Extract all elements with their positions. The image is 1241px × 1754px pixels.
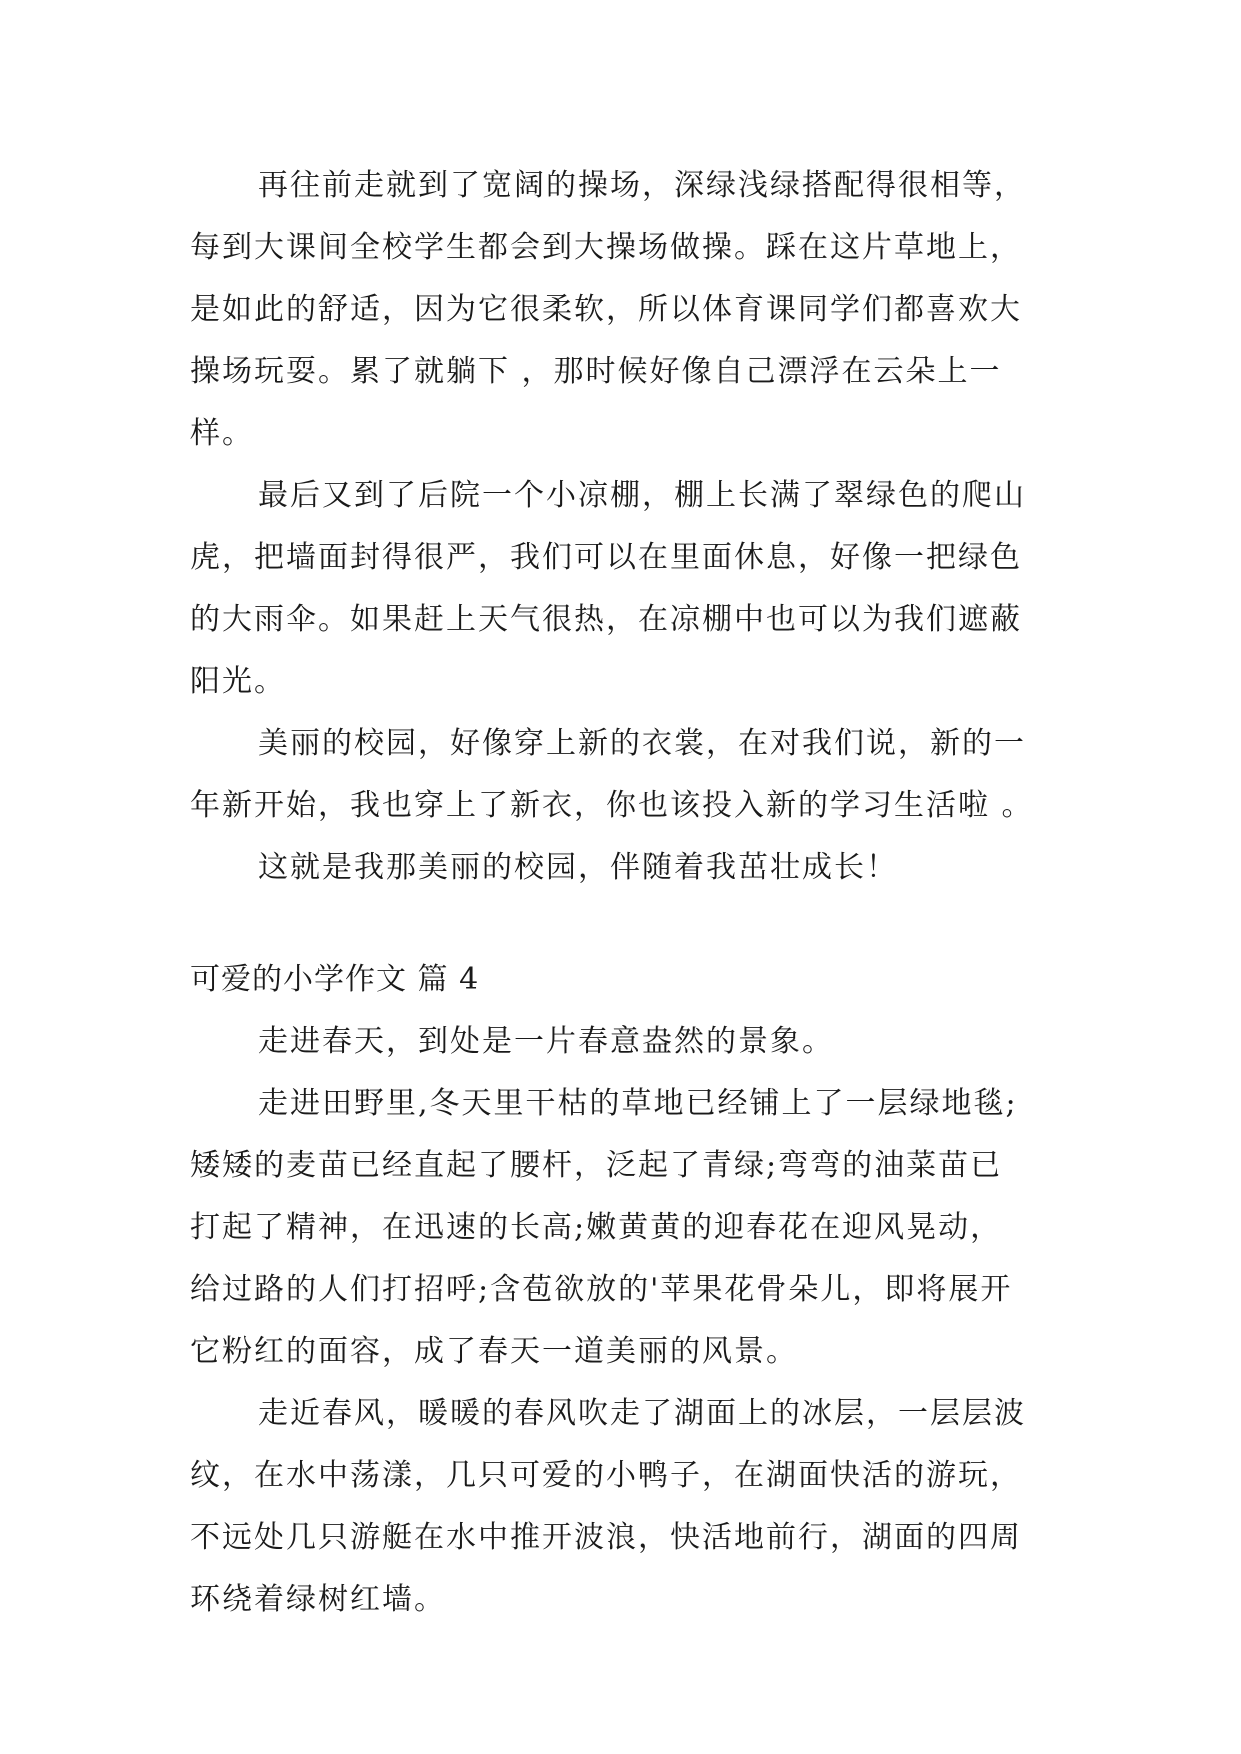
paragraph-line: 每到大课间全校学生都会到大操场做操。踩在这片草地上， — [190, 230, 1022, 265]
section-heading: 可爱的小学作文 篇 4 — [190, 962, 480, 997]
paragraph-line: 走进春天，到处是一片春意盎然的景象。 — [258, 1024, 834, 1059]
paragraph-line: 不远处几只游艇在水中推开波浪，快活地前行，湖面的四周 — [190, 1520, 1022, 1555]
paragraph-line: 这就是我那美丽的校园，伴随着我茁壮成长！ — [258, 850, 898, 885]
paragraph-line: 样。 — [190, 416, 254, 451]
paragraph-line: 走进田野里,冬天里干枯的草地已经铺上了一层绿地毯; — [258, 1086, 1018, 1121]
paragraph-line: 打起了精神，在迅速的长高;嫩黄黄的迎春花在迎风晃动， — [190, 1210, 1003, 1245]
paragraph-line: 是如此的舒适，因为它很柔软，所以体育课同学们都喜欢大 — [190, 292, 1022, 327]
paragraph-line: 纹，在水中荡漾，几只可爱的小鸭子，在湖面快活的游玩， — [190, 1458, 1022, 1493]
paragraph-line: 的大雨伞。如果赶上天气很热，在凉棚中也可以为我们遮蔽 — [190, 602, 1022, 637]
paragraph-line: 操场玩耍。累了就躺下 ，那时候好像自己漂浮在云朵上一 — [190, 354, 1002, 389]
paragraph-line: 矮矮的麦苗已经直起了腰杆，泛起了青绿;弯弯的油菜苗已 — [190, 1148, 1003, 1183]
paragraph-line: 年新开始，我也穿上了新衣，你也该投入新的学习生活啦 。 — [190, 788, 1034, 823]
paragraph-line: 美丽的校园，好像穿上新的衣裳，在对我们说，新的一 — [258, 726, 1026, 761]
paragraph-line: 给过路的人们打招呼;含苞欲放的'苹果花骨朵儿，即将展开 — [190, 1272, 1013, 1307]
paragraph-line: 再往前走就到了宽阔的操场，深绿浅绿搭配得很相等， — [258, 168, 1026, 203]
paragraph-line: 阳光。 — [190, 664, 286, 699]
paragraph-line: 虎，把墙面封得很严，我们可以在里面休息，好像一把绿色 — [190, 540, 1022, 575]
paragraph-line: 环绕着绿树红墙。 — [190, 1582, 446, 1617]
paragraph-line: 它粉红的面容，成了春天一道美丽的风景。 — [190, 1334, 798, 1369]
paragraph-line: 走近春风，暖暖的春风吹走了湖面上的冰层，一层层波 — [258, 1396, 1026, 1431]
paragraph-line: 最后又到了后院一个小凉棚，棚上长满了翠绿色的爬山 — [258, 478, 1026, 513]
